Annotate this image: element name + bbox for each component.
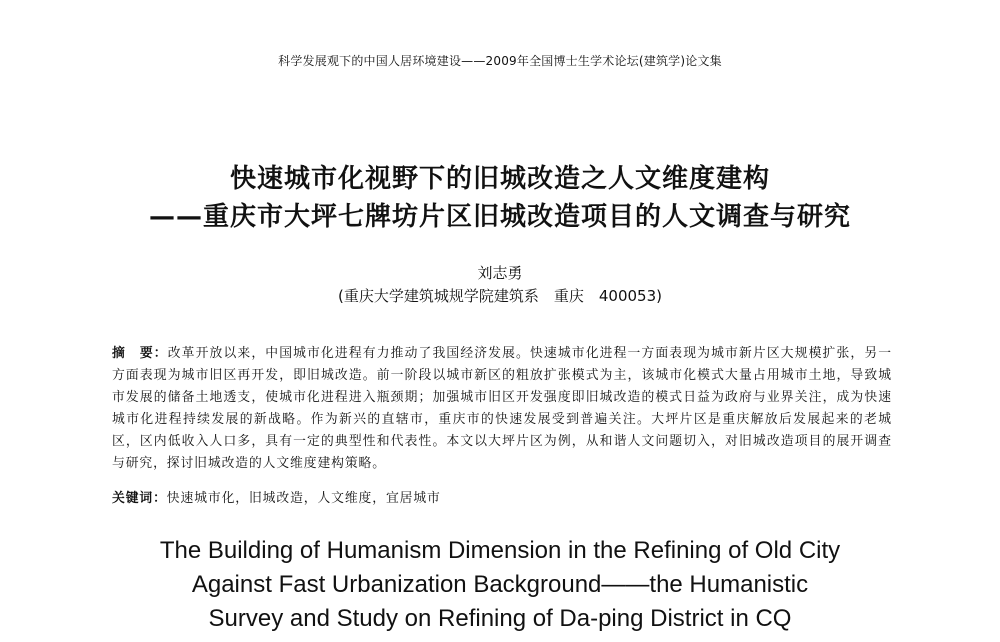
- english-title-line-3: Survey and Study on Refining of Da-ping District in CQ: [208, 605, 792, 632]
- paper-title-line-1: 快速城市化视野下的旧城改造之人文维度建构: [229, 164, 770, 194]
- paper-title-line-2: ——重庆市大坪七牌坊片区旧城改造项目的人文调查与研究: [148, 202, 851, 232]
- author-affiliation: (重庆大学建筑城规学院建筑系 重庆 400053): [338, 287, 662, 305]
- english-title: [0, 534, 1000, 636]
- keywords: [112, 487, 892, 506]
- running-header: 科学发展观下的中国人居环境建设——2009年全国博士生学术论坛(建筑学)论文集: [278, 54, 722, 68]
- abstract: [112, 343, 892, 476]
- abstract-label: 摘 要：: [112, 346, 168, 361]
- abstract-text: 改革开放以来，中国城市化进程有力推动了我国经济发展。快速城市化进程一方面表现为城市新片区大规模扩张，另一方面表现为城市旧区再开发，即旧城改造。前一阶段以城市新区的粗放扩张模式为主，该城市化模式大量占用城市土地，导致城市发展的储备土地透支，使城市化进程进入瓶颈期；加强城市旧区开发强度即旧城改造的模式日益为政府与业界关注，成为快速城市化进程持续发展的新战略。作为新兴的直辖市，重庆市的快速发展受到普遍关注。大坪片区是重庆解放后发展起来的老城区，区内低收入人口多，具有一定的典型性和代表性。本文以大坪片区为例，从和谐人文问题切入，对旧城改造项目的展开调查与研究，探讨旧城改造的人文维度建构策略。: [112, 346, 892, 472]
- english-title-line-1: The Building of Humanism Dimension in the Refining of Old City: [159, 537, 841, 564]
- keywords-label: 关键词：: [112, 491, 167, 506]
- english-title-line-2: Against Fast Urbanization Background——the Humanistic: [191, 571, 809, 598]
- author-name: 刘志勇: [477, 264, 523, 282]
- keywords-text: 快速城市化，旧城改造，人文维度，宜居城市: [166, 491, 441, 506]
